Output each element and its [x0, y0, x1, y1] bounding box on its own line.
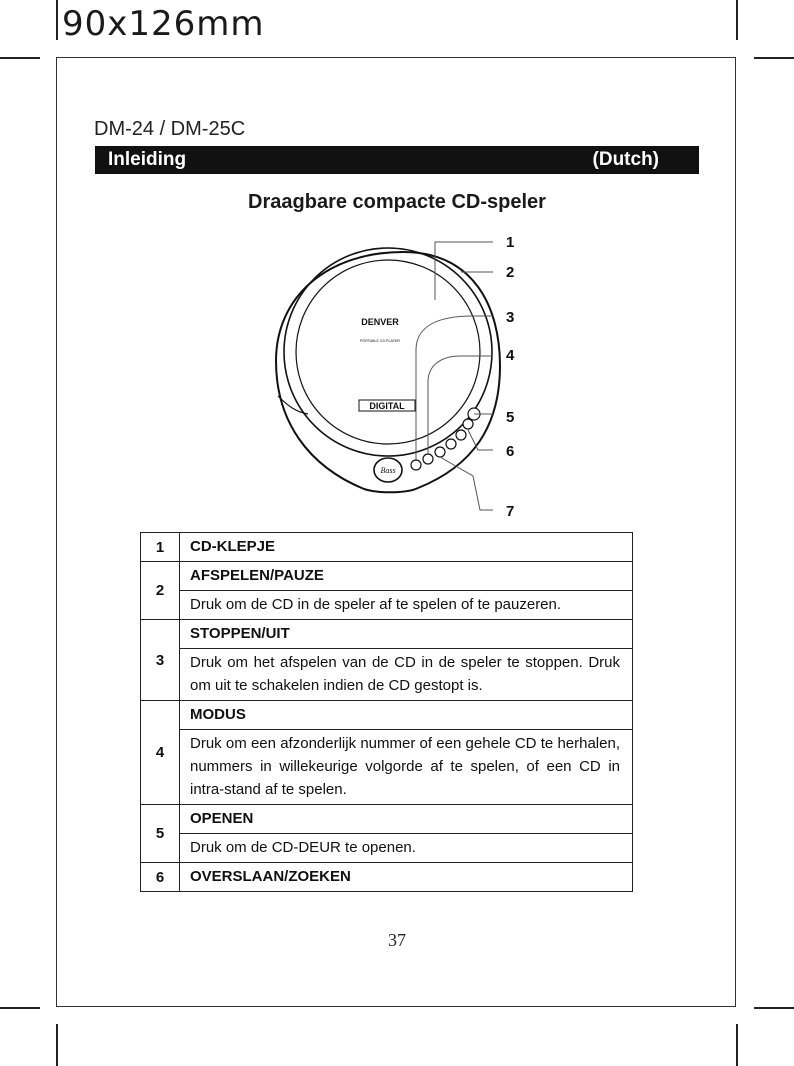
part-number: 2	[141, 562, 180, 620]
part-title: OVERSLAAN/ZOEKEN	[180, 863, 633, 892]
crop-mark-bottom-right-vertical	[736, 1024, 738, 1066]
table-row	[141, 805, 633, 834]
table-row	[141, 834, 633, 863]
crop-mark-bottom-left-horizontal	[0, 1007, 40, 1009]
part-number: 1	[141, 533, 180, 562]
callout-number-7: 7	[506, 503, 515, 520]
crop-mark-bottom-left-vertical	[56, 1024, 58, 1066]
part-number: 6	[141, 863, 180, 892]
page-number: 37	[388, 930, 406, 950]
callout-number-6: 6	[506, 443, 515, 460]
callout-number-5: 5	[506, 409, 515, 426]
part-title: AFSPELEN/PAUZE	[180, 562, 633, 591]
brand-logo: DENVER	[361, 317, 399, 327]
model-number: DM-24 / DM-25C	[94, 118, 246, 140]
callout-number-1: 1	[506, 234, 515, 251]
digital-badge: DIGITAL	[369, 401, 405, 411]
part-title: STOPPEN/UIT	[180, 620, 633, 649]
cd-player-illustration	[268, 226, 538, 526]
section-title: Inleiding	[108, 149, 187, 170]
table-row	[141, 730, 633, 805]
table-row	[141, 649, 633, 701]
table-row	[141, 863, 633, 892]
bass-button-label: Bass	[380, 466, 396, 475]
parts-table	[140, 532, 633, 892]
part-description: Druk om het afspelen van de CD in de speler te stoppen. Druk om uit te schakelen indien de CD gestopt is.	[180, 649, 633, 701]
part-title: CD-KLEPJE	[180, 533, 633, 562]
table-row	[141, 533, 633, 562]
callout-number-2: 2	[506, 264, 515, 281]
cd-lid-inner	[296, 260, 480, 444]
crop-mark-top-left-vertical	[56, 0, 58, 40]
crop-mark-bottom-right-horizontal	[754, 1007, 794, 1009]
part-title: MODUS	[180, 701, 633, 730]
section-language: (Dutch)	[592, 149, 659, 170]
page-heading: Draagbare compacte CD-speler	[248, 191, 546, 213]
callout-number-3: 3	[506, 309, 515, 326]
callout-number-4: 4	[506, 347, 515, 364]
control-button-2	[423, 454, 433, 464]
control-button-4	[446, 439, 456, 449]
crop-mark-top-right-vertical	[736, 0, 738, 40]
control-button-6	[463, 419, 473, 429]
table-row	[141, 701, 633, 730]
crop-mark-top-right-horizontal	[754, 57, 794, 59]
part-description: Druk om een afzonderlijk nummer of een gehele CD te herhalen, nummers in willekeurige volgorde af te spelen, of een CD in intra-stand af te spelen.	[180, 730, 633, 805]
page-size-label: 90x126mm	[62, 4, 265, 44]
table-row	[141, 620, 633, 649]
part-title: OPENEN	[180, 805, 633, 834]
part-number: 3	[141, 620, 180, 701]
section-header-bar	[95, 146, 699, 174]
table-row	[141, 562, 633, 591]
part-description: Druk om de CD in de speler af te spelen of te pauzeren.	[180, 591, 633, 620]
control-button-3	[435, 447, 445, 457]
control-button-5	[456, 430, 466, 440]
part-number: 4	[141, 701, 180, 805]
product-line-text: PORTABLE CD PLAYER	[360, 339, 400, 343]
part-description: Druk om de CD-DEUR te openen.	[180, 834, 633, 863]
control-button-1	[411, 460, 421, 470]
part-number: 5	[141, 805, 180, 863]
crop-mark-top-left-horizontal	[0, 57, 40, 59]
table-row	[141, 591, 633, 620]
